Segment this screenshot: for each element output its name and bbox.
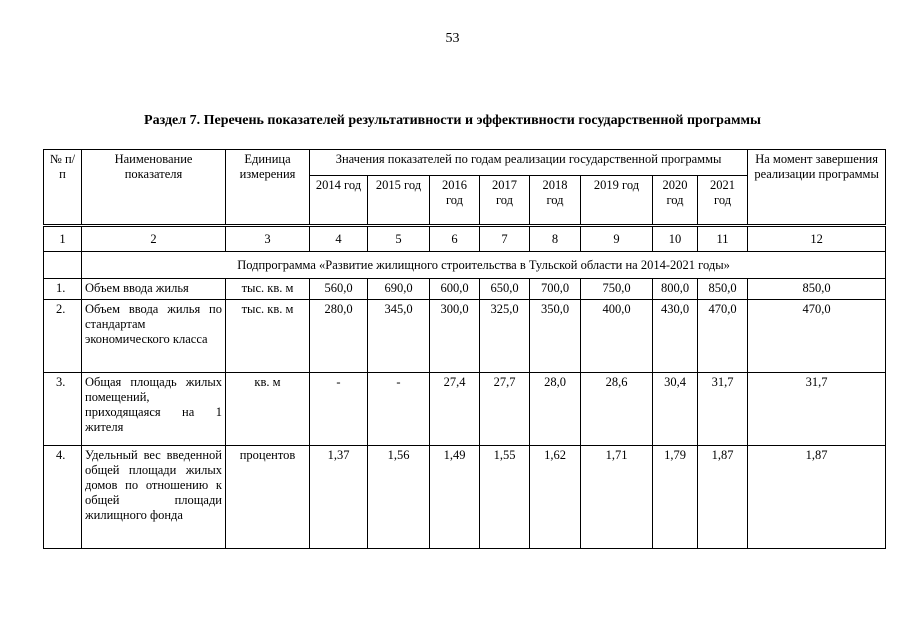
header-values-group: Значения показателей по годам реализации государственной программы bbox=[310, 150, 748, 176]
indicator-unit: тыс. кв. м bbox=[226, 279, 310, 300]
column-number: 6 bbox=[430, 226, 480, 252]
year-value: 560,0 bbox=[310, 279, 368, 300]
year-value: 325,0 bbox=[480, 300, 530, 373]
column-number: 11 bbox=[698, 226, 748, 252]
table-row bbox=[44, 446, 886, 549]
header-year: 2016 год bbox=[430, 176, 480, 226]
section-title: Раздел 7. Перечень показателей результативности и эффективности государственной программы bbox=[144, 113, 761, 128]
final-value: 850,0 bbox=[748, 279, 886, 300]
year-value: 31,7 bbox=[698, 373, 748, 446]
row-num: 3. bbox=[44, 373, 82, 446]
final-value: 31,7 bbox=[748, 373, 886, 446]
header-year: 2015 год bbox=[368, 176, 430, 226]
year-value: - bbox=[310, 373, 368, 446]
header-year: 2019 год bbox=[581, 176, 653, 226]
table-row bbox=[44, 300, 886, 373]
year-value: 1,62 bbox=[530, 446, 581, 549]
year-value: 300,0 bbox=[430, 300, 480, 373]
indicator-name: Объем ввода жилья по стандартам экономического класса bbox=[82, 300, 226, 373]
year-value: 350,0 bbox=[530, 300, 581, 373]
header-year: 2014 год bbox=[310, 176, 368, 226]
year-value: 280,0 bbox=[310, 300, 368, 373]
header-final: На момент завершения реализации программы bbox=[748, 150, 886, 226]
year-value: 470,0 bbox=[698, 300, 748, 373]
indicator-unit: кв. м bbox=[226, 373, 310, 446]
year-value: 1,56 bbox=[368, 446, 430, 549]
year-value: 28,6 bbox=[581, 373, 653, 446]
indicator-name: Общая площадь жилых помещений, приходящаяся на 1 жителя bbox=[82, 373, 226, 446]
header-year: 2021 год bbox=[698, 176, 748, 226]
year-value: 700,0 bbox=[530, 279, 581, 300]
year-value: 1,71 bbox=[581, 446, 653, 549]
year-value: 850,0 bbox=[698, 279, 748, 300]
header-name: Наименование показателя bbox=[82, 150, 226, 226]
year-value: 1,87 bbox=[698, 446, 748, 549]
row-num: 4. bbox=[44, 446, 82, 549]
column-number: 3 bbox=[226, 226, 310, 252]
final-value: 470,0 bbox=[748, 300, 886, 373]
column-numbers-row bbox=[44, 226, 886, 252]
header-num: № п/п bbox=[44, 150, 82, 226]
indicator-unit: процентов bbox=[226, 446, 310, 549]
indicator-unit: тыс. кв. м bbox=[226, 300, 310, 373]
column-number: 9 bbox=[581, 226, 653, 252]
indicators-table bbox=[43, 149, 886, 549]
year-value: 1,49 bbox=[430, 446, 480, 549]
year-value: 400,0 bbox=[581, 300, 653, 373]
column-number: 1 bbox=[44, 226, 82, 252]
header-year: 2018 год bbox=[530, 176, 581, 226]
year-value: 1,37 bbox=[310, 446, 368, 549]
year-value: 27,4 bbox=[430, 373, 480, 446]
year-value: 345,0 bbox=[368, 300, 430, 373]
header-year: 2020 год bbox=[653, 176, 698, 226]
indicator-name: Объем ввода жилья bbox=[82, 279, 226, 300]
table-header-row bbox=[44, 150, 886, 176]
column-number: 8 bbox=[530, 226, 581, 252]
header-unit: Единица измерения bbox=[226, 150, 310, 226]
subprogram-num-cell bbox=[44, 252, 82, 279]
year-value: 430,0 bbox=[653, 300, 698, 373]
column-number: 5 bbox=[368, 226, 430, 252]
year-value: 1,79 bbox=[653, 446, 698, 549]
year-value: 800,0 bbox=[653, 279, 698, 300]
year-value: 27,7 bbox=[480, 373, 530, 446]
year-value: 30,4 bbox=[653, 373, 698, 446]
column-number: 10 bbox=[653, 226, 698, 252]
table-row bbox=[44, 373, 886, 446]
column-number: 2 bbox=[82, 226, 226, 252]
year-value: 690,0 bbox=[368, 279, 430, 300]
year-value: 1,55 bbox=[480, 446, 530, 549]
year-value: 750,0 bbox=[581, 279, 653, 300]
indicator-name: Удельный вес введенной общей площади жилых домов по отношению к общей площади жилищного фонда bbox=[82, 446, 226, 549]
page-number: 53 bbox=[445, 31, 460, 46]
column-number: 12 bbox=[748, 226, 886, 252]
subprogram-title: Подпрограмма «Развитие жилищного строительства в Тульской области на 2014-2021 годы» bbox=[82, 252, 886, 279]
final-value: 1,87 bbox=[748, 446, 886, 549]
subprogram-row bbox=[44, 252, 886, 279]
row-num: 2. bbox=[44, 300, 82, 373]
year-value: 600,0 bbox=[430, 279, 480, 300]
column-number: 4 bbox=[310, 226, 368, 252]
column-number: 7 bbox=[480, 226, 530, 252]
header-year: 2017 год bbox=[480, 176, 530, 226]
table-row bbox=[44, 279, 886, 300]
year-value: 28,0 bbox=[530, 373, 581, 446]
row-num: 1. bbox=[44, 279, 82, 300]
year-value: 650,0 bbox=[480, 279, 530, 300]
year-value: - bbox=[368, 373, 430, 446]
